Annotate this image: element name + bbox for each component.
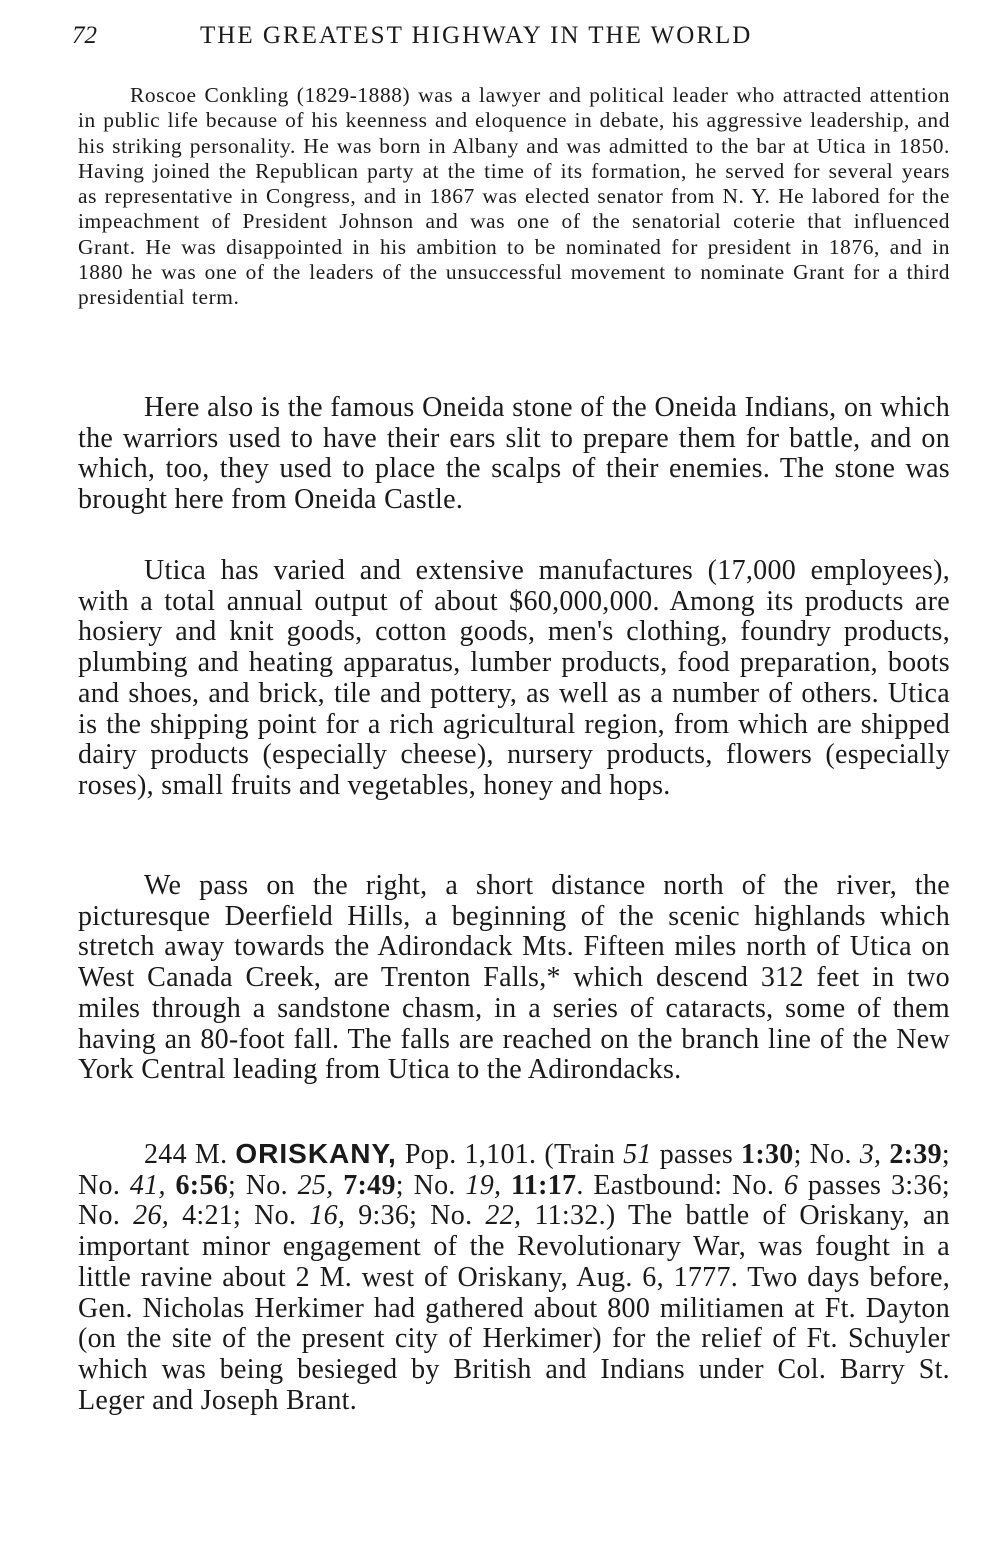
biographical-note: Roscoe Conkling (1829-1888) was a lawyer and political leader who attracted attention in public life because of his keenness and eloquence in debate, his aggressive leadership, and his striking personality. He was born in Albany and was admitted to the bar at Utica in 1850. Having joined the Republican party at the time of its formation, he served for several years as representative in Congress, and in 1867 was elected senator from N. Y. He labored for the impeachment of President Johnson and was one of the senatorial coterie that influenced Grant. He was disappointed in his ambition to be nominated for president in 1876, and in 1880 he was one of the leaders of the unsuccessful movement to nominate Grant for a third presidential term. bbox=[78, 83, 950, 310]
schedule-text: 11:32.) bbox=[534, 1200, 616, 1232]
mile-marker: 244 M. bbox=[144, 1139, 228, 1170]
train-time: 1:30 bbox=[741, 1139, 794, 1170]
train-time: 6:56 bbox=[175, 1169, 228, 1201]
page-header bbox=[72, 22, 952, 56]
train-time: 11:17 bbox=[511, 1169, 577, 1201]
running-head: THE GREATEST HIGHWAY IN THE WORLD bbox=[200, 22, 753, 49]
train-number: 19, bbox=[465, 1169, 502, 1201]
paragraph-oneida-stone: Here also is the famous Oneida stone of the Oneida Indians, on which the warriors used to have their ears slit to prepare them for battle, and on which, too, they used to place the scalps of their enemies. The stone was brought here from Oneida Castle. bbox=[78, 392, 950, 516]
train-time: 7:49 bbox=[343, 1169, 396, 1201]
train-number: 3, bbox=[859, 1139, 882, 1170]
battle-description: The battle of Oriskany, an important minor engagement of the Revolutionary War, was fought in a little ravine about 2 M. west of Oriskany, Aug. 6, 1777. Two days before, Gen. Nicholas Herkimer had gathered about 800 militiamen at Ft. Dayton (on the site of the present city of Herkimer) for the relief of Ft. Schuyler which was being besieged by British and Indians under Col. Barry St. Leger and Joseph Brant. bbox=[78, 1200, 950, 1416]
train-number: 51 bbox=[623, 1139, 652, 1170]
train-time: 2:39 bbox=[889, 1139, 942, 1170]
paragraph-oriskany bbox=[78, 1139, 950, 1416]
schedule-text: . Eastbound: No. bbox=[576, 1169, 775, 1201]
train-number: 16, bbox=[309, 1200, 346, 1232]
train-number: 22, bbox=[485, 1200, 522, 1232]
train-number: 26, bbox=[133, 1200, 170, 1232]
train-number: 25, bbox=[297, 1169, 334, 1201]
station-name: ORISKANY, bbox=[235, 1138, 397, 1169]
schedule-text: ; No. bbox=[793, 1139, 852, 1170]
paragraph-utica-manufactures: Utica has varied and extensive manufactures (17,000 employees), with a total annual output of about $60,000,000. Among its products are hosiery and knit goods, cotton goods, men's clothing, foundry products, plumbing and heating apparatus, lumber products, food preparation, boots and shoes, and brick, tile and pottery, as well as a number of others. Utica is the shipping point for a rich agricultural region, from which are shipped dairy products (especially cheese), nursery products, flowers (especially roses), small fruits and vegetables, honey and hops. bbox=[78, 555, 950, 801]
schedule-text: ; No. bbox=[395, 1169, 456, 1201]
train-number: 6 bbox=[783, 1169, 799, 1201]
schedule-text: ; No. bbox=[78, 1139, 950, 1201]
schedule-text: ; No. bbox=[228, 1169, 288, 1201]
train-number: 41, bbox=[129, 1169, 166, 1201]
schedule-text: passes 3:36; No. bbox=[78, 1169, 950, 1232]
page-number: 72 bbox=[72, 22, 97, 49]
paragraph-deerfield-hills: We pass on the right, a short distance north of the river, the picturesque Deerfield Hills, a beginning of the scenic highlands which stretch away towards the Adirondack Mts. Fifteen miles north of Utica on West Canada Creek, are Trenton Falls,* which descend 312 feet in two miles through a sandstone chasm, in a series of cataracts, some of them having an 80-foot fall. The falls are reached on the branch line of the New York Central leading from Utica to the Adirondacks. bbox=[78, 870, 950, 1086]
population-text: Pop. 1,101. (Train bbox=[404, 1139, 616, 1170]
schedule-text: 4:21; No. bbox=[182, 1200, 297, 1232]
schedule-text: 9:36; No. bbox=[358, 1200, 473, 1232]
schedule-text: passes bbox=[659, 1139, 734, 1170]
